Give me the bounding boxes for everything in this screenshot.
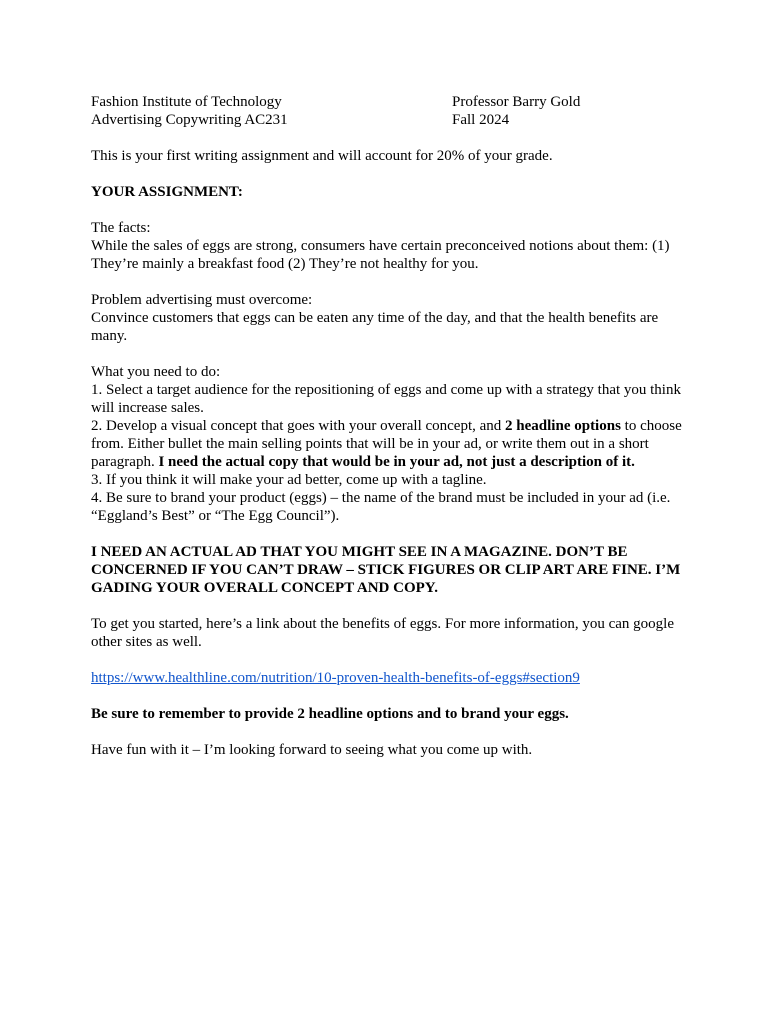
header-row-2 bbox=[91, 111, 683, 129]
course-name: Advertising Copywriting AC231 bbox=[91, 112, 288, 128]
assignment-heading: YOUR ASSIGNMENT: bbox=[91, 184, 243, 200]
intro-paragraph: This is your first writing assignment and will account for 20% of your grade. bbox=[91, 148, 553, 164]
todo-item-2-copy-note: I need the actual copy that would be in your ad, not just a description of it. bbox=[158, 454, 635, 470]
document-body bbox=[91, 93, 683, 777]
todo-item-4: 4. Be sure to brand your product (eggs) – the name of the brand must be included in your ad (i.e. “Eggland’s Best” or “The Egg Council”). bbox=[91, 490, 671, 524]
problem-body: Convince customers that eggs can be eaten any time of the day, and that the health benefits are many. bbox=[91, 310, 659, 344]
problem-heading: Problem advertising must overcome: bbox=[91, 292, 313, 308]
link-paragraph bbox=[91, 669, 683, 687]
starter-paragraph: To get you started, here’s a link about the benefits of eggs. For more information, you can google other sites as well. bbox=[91, 616, 674, 650]
todo-heading: What you need to do: bbox=[91, 364, 221, 380]
header-row-1 bbox=[91, 93, 683, 111]
reminder-paragraph: Be sure to remember to provide 2 headline options and to brand your eggs. bbox=[91, 706, 569, 722]
problem-section bbox=[91, 291, 683, 345]
todo-item-2 bbox=[91, 417, 683, 471]
todo-item-1: 1. Select a target audience for the repositioning of eggs and come up with a strategy that you think will increase sales. bbox=[91, 382, 681, 416]
term: Fall 2024 bbox=[452, 112, 510, 128]
facts-heading: The facts: bbox=[91, 220, 151, 236]
closing-paragraph: Have fun with it – I’m looking forward to seeing what you come up with. bbox=[91, 742, 533, 758]
emphasis-paragraph: I NEED AN ACTUAL AD THAT YOU MIGHT SEE IN A MAGAZINE. DON’T BE CONCERNED IF YOU CAN’T DRAW – STICK FIGURES OR CLIP ART ARE FINE. I’M GADING YOUR OVERALL CONCEPT AND COPY. bbox=[91, 544, 681, 596]
todo-item-2-text-c: to choose from. Either bullet the main selling points that will be in your ad, or write them out in a short paragraph. bbox=[91, 418, 682, 470]
course-header bbox=[91, 93, 683, 129]
professor-name: Professor Barry Gold bbox=[452, 94, 581, 110]
todo-section bbox=[91, 363, 683, 525]
todo-item-2-headline-options: 2 headline options bbox=[505, 418, 621, 434]
facts-section bbox=[91, 219, 683, 273]
todo-item-3: 3. If you think it will make your ad better, come up with a tagline. bbox=[91, 472, 487, 488]
healthline-link[interactable]: https://www.healthline.com/nutrition/10-proven-health-benefits-of-eggs#section9 bbox=[91, 670, 580, 686]
school-name: Fashion Institute of Technology bbox=[91, 94, 282, 110]
facts-body: While the sales of eggs are strong, consumers have certain preconceived notions about them: (1) They’re mainly a breakfast food (2) They’re not healthy for you. bbox=[91, 238, 670, 272]
todo-item-2-text-a: 2. Develop a visual concept that goes with your overall concept, and bbox=[91, 418, 506, 434]
